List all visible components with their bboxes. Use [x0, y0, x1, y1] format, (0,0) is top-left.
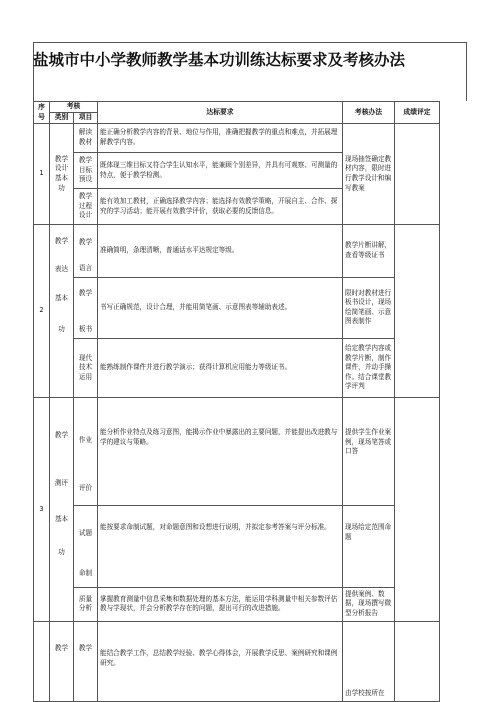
section-3-item-2 — [74, 505, 98, 587]
section-2-category — [50, 225, 74, 398]
section-3-item-1 — [74, 398, 98, 506]
header-method: 考核办法 — [343, 102, 395, 124]
header-item: 项目 — [74, 113, 98, 124]
section-2-req-3: 能熟练制作课件并进行教学演示；获得计算机应用能力等级证书。 — [98, 339, 343, 398]
header-row-1 — [34, 102, 440, 113]
section-3-category-top: 教学 — [54, 431, 69, 439]
section-1-num: 1 — [34, 124, 50, 225]
section-3-method-3: 提供案例、数据，现场撰写微型分析报告 — [343, 587, 395, 621]
section-3-method-2: 现场给定范围命题 — [343, 505, 395, 587]
section-2-item-1 — [74, 225, 98, 278]
section-2-req-1: 准确简明，条理清晰，普通话水平达规定等级。 — [98, 225, 343, 278]
section-3-item-1-top: 作业 — [78, 435, 93, 444]
section-4-result — [395, 622, 440, 702]
section-4-req-1: 能结合教学工作，总结教学经验、教学心得体会，开展教学反思、案例研究和课例研究。 — [98, 622, 343, 702]
section-3-req-1: 能分析作业特点及练习意图，能揭示作业中暴露出的主要问题，并能提出改进教与学的建议与策略。 — [98, 398, 343, 506]
section-1-item-3: 教学 过程 设计 — [74, 189, 98, 225]
section-2-item-1-bot: 语言 — [78, 263, 93, 272]
header-category: 类别 — [50, 113, 74, 124]
section-4-num — [34, 622, 50, 702]
document-title: 盐城市中小学教师教学基本功训练达标要求及考核办法 — [33, 51, 406, 69]
section-3-item-2-top: 试题 — [78, 529, 93, 538]
section-3-category-bot: 功 — [58, 548, 65, 556]
requirements-table — [33, 101, 440, 702]
section-1-category: 教学 设计 基本 功 — [50, 124, 74, 225]
section-2-method-1: 教学片断讲解，查看等级证书 — [343, 225, 395, 278]
section-3-req-3: 掌握教育测量中信息采集和数据处理的基本方法，能运用学科测量中相关参数评估教与学现状，并会分析教学存在的问题，提出可行的改进措施。 — [98, 587, 343, 621]
section-2-category-mid: 表达 — [54, 265, 69, 273]
section-2-item-3: 现代 技术 运用 — [74, 339, 98, 398]
table-row — [34, 277, 440, 339]
section-3-method-1: 提供学生作业案例，现场笔答或口答 — [343, 398, 395, 506]
header-requirements: 达标要求 — [98, 102, 343, 124]
section-3-item-2-bot: 命制 — [78, 569, 93, 578]
section-1-result — [395, 124, 440, 225]
header-assess: 考核 — [50, 102, 98, 113]
section-3-item-3: 质量 分析 — [74, 587, 98, 621]
section-2-category-bot: 功 — [58, 325, 65, 333]
header-result: 成绩评定 — [395, 102, 440, 124]
section-2-item-2 — [74, 277, 98, 339]
section-3-item-1-bot: 评价 — [78, 483, 93, 492]
section-2-category-top: 教学 — [54, 237, 69, 245]
section-1-req-1: 能正确分析教学内容的背景、地位与作用，准确把握教学的重点和难点，并拓展理解教学内容。 — [98, 124, 343, 153]
table-row — [34, 398, 440, 506]
table-row — [34, 622, 440, 702]
section-2-method-3: 给定教学内容或教学片断，制作课件，并动手操作。结合课堂教学评判 — [343, 339, 395, 398]
section-2-result — [395, 225, 440, 398]
table-row — [34, 505, 440, 587]
table-row — [34, 124, 440, 153]
section-2-num: 2 — [34, 225, 50, 398]
section-4-item-1: 教学 — [74, 622, 98, 702]
header-seq: 序号 — [34, 102, 50, 124]
section-3-category-mid: 测评 — [54, 479, 69, 487]
section-3-category — [50, 398, 74, 622]
section-3-result — [395, 398, 440, 622]
table-row — [34, 339, 440, 398]
table-row — [34, 225, 440, 278]
section-1-method: 现场抽签确定教材内容，限时进行教学设计和编写教案 — [343, 124, 395, 225]
section-3-req-2: 能按要求命制试题，对命题意图和设想进行说明，并拟定参考答案与评分标准。 — [98, 505, 343, 587]
section-2-item-2-top: 教学 — [78, 289, 93, 298]
section-1-req-3: 能有效加工教材，正确选择教学内容；能选择有效教学策略，开展自主、合作、探究的学习活动；能开展有效教学评价，获取必要的反馈信息。 — [98, 189, 343, 225]
section-1-item-2: 教学 目标 预设 — [74, 153, 98, 189]
section-3-category-mid2: 基本 — [54, 515, 69, 523]
section-2-category-mid2: 基本 — [54, 294, 69, 302]
section-2-item-2-bot: 板书 — [78, 325, 93, 334]
section-2-method-2: 限时对教材进行板书设计，现场绘简笔画、示意图表制作 — [343, 277, 395, 339]
section-4-method-1: 由学校按所在 — [343, 622, 395, 702]
section-2-item-1-top: 教学 — [78, 237, 93, 246]
section-3-num: 3 — [34, 398, 50, 622]
table-row — [34, 587, 440, 621]
section-1-req-2: 既体现三维目标又符合学生认知水平，能兼顾个别差异，并具有可观察、可测量的特点，便于教学检测。 — [98, 153, 343, 189]
section-1-item-1: 解读 教材 — [74, 124, 98, 153]
section-2-req-2: 书写正确规范，设计合理，并能用简笔画、示意图表等辅助表述。 — [98, 277, 343, 339]
section-4-category-top: 教学 — [50, 622, 74, 702]
